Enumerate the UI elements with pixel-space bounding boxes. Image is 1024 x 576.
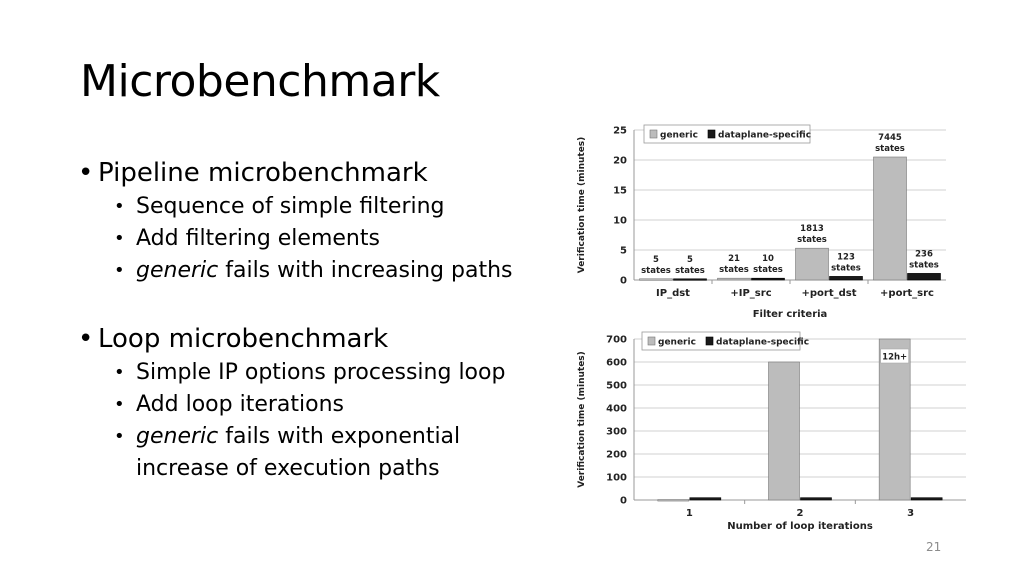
bar-generic-+port_dst [796,248,829,280]
y-tick-label: 400 [606,403,627,415]
sub-bullet-text: Simple IP options processing loop [136,360,506,385]
y-tick-label: 500 [606,380,627,392]
bar-data-label: 5 [687,254,693,265]
y-tick-label: 700 [606,334,627,346]
bullet-pipeline [78,155,548,191]
bar-dataplane-specific-+port_dst [830,276,863,280]
sub-bullet: • Add loop iterations [114,389,548,421]
sub-bullet: • generic fails with increasing paths [114,258,513,283]
bar-data-label: states [797,235,827,246]
y-tick-label: 300 [606,426,627,438]
x-tick-label: 2 [796,508,804,519]
y-tick-label: 10 [613,215,627,227]
bar-generic-2 [769,362,800,500]
bar-data-label: states [909,260,939,271]
legend-label: generic [658,337,696,348]
legend-label: dataplane-specific [718,130,812,141]
bar-data-label: states [875,144,905,154]
y-tick-label: 600 [606,357,627,369]
x-tick-label: 1 [685,508,693,519]
bullet-dot: • [78,324,94,354]
sub-bullet: • Sequence of simple filtering [114,191,548,223]
y-tick-label: 200 [606,449,627,461]
loop-chart [572,326,972,538]
pipeline-chart [572,118,962,328]
legend-label: generic [660,130,698,141]
legend-swatch [708,130,715,138]
y-tick-label: 0 [620,495,627,507]
legend [642,332,809,350]
y-tick-label: 20 [613,155,627,167]
legend-swatch [650,130,657,138]
bar-data-label: 1813 [800,224,824,235]
emphasis-generic: generic [136,258,219,283]
x-tick-label: +port_dst [801,288,857,299]
bar-data-label: 21 [728,254,740,265]
x-tick-label: +port_src [880,288,934,299]
y-tick-label: 15 [613,185,627,197]
legend-label: dataplane-specific [716,337,810,348]
x-axis-label: Filter criteria [752,309,828,320]
sub-bullet: • Add filtering elements [114,223,548,255]
bullet-loop-text: Loop microbenchmark [98,324,389,354]
legend-swatch [648,337,655,345]
x-tick-label: +IP_src [730,288,772,299]
sub-bullet-text: fails with increasing paths [218,258,513,283]
bar-dataplane-specific-IP_dst [674,279,707,281]
bar-dataplane-specific-1 [690,498,721,500]
sub-bullet: • Simple IP options processing loop [114,357,548,389]
sub-bullet-text: Sequence of simple filtering [136,194,445,219]
bar-data-label: states [831,263,861,274]
x-axis-label: Number of loop iterations [727,521,873,532]
bullet-list [78,155,548,485]
y-tick-label: 0 [620,275,627,287]
bar-data-label: states [753,265,783,276]
bar-data-label: 236 [915,249,933,260]
x-tick-label: IP_dst [656,288,690,299]
sub-bullet-text: fails with exponential increase of execution paths [136,424,461,481]
bar-data-label: states [675,265,705,276]
y-tick-label: 25 [613,125,627,137]
bar-dataplane-specific-+port_src [908,273,941,280]
sub-bullet-text: Add loop iterations [136,392,344,417]
bar-generic-1 [658,500,689,502]
bullet-loop [78,321,548,357]
y-tick-label: 5 [620,245,627,257]
bar-dataplane-specific-2 [801,498,832,500]
bar-data-label: 123 [837,252,855,263]
sub-bullet-text: Add filtering elements [136,226,380,251]
bar-generic-IP_dst [640,279,673,281]
slide-title: Microbenchmark [80,56,440,107]
bar-data-label: states [719,265,749,276]
slide-number: 21 [926,540,942,554]
x-tick-label: 3 [907,508,915,519]
sub-bullet: • generic fails with exponential increase of execution paths [114,424,461,481]
bar-data-label: states [641,265,671,276]
bar-generic-+IP_src [718,278,751,280]
y-axis-label: Verification time (minutes) [577,136,587,274]
y-axis-label: Verification time (minutes) [577,351,587,488]
bar-generic-+port_src [874,157,907,280]
bar-dataplane-specific-+IP_src [752,278,785,280]
bar-data-label: 10 [762,254,774,265]
legend-swatch [706,337,713,345]
y-tick-label: 100 [606,472,627,484]
emphasis-generic: generic [136,424,219,449]
bar-annotation: 12h+ [882,352,908,363]
legend [644,125,811,143]
bar-dataplane-specific-3 [911,498,942,500]
bar-data-label: 7445 [878,133,902,143]
bullet-dot: • [78,158,94,188]
bar-data-label: 5 [653,254,659,265]
bullet-pipeline-text: Pipeline microbenchmark [98,158,428,188]
